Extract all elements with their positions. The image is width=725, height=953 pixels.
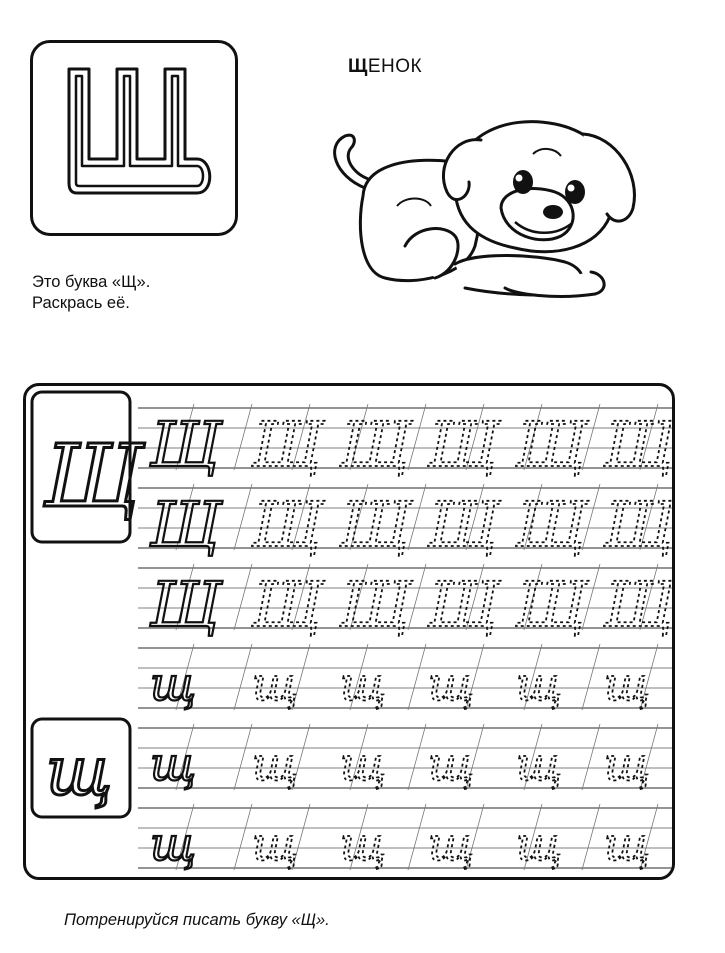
trace-letter[interactable]: щ <box>340 817 387 871</box>
starter-letter: Щ <box>150 568 221 641</box>
trace-letter[interactable]: щ <box>604 817 651 871</box>
slant-line <box>234 804 252 870</box>
instruction-text <box>32 272 150 314</box>
trace-letter[interactable]: Щ <box>252 568 323 641</box>
lowercase-sample-letter: щ <box>46 733 113 810</box>
starter-letter: Щ <box>150 488 221 561</box>
trace-letter[interactable]: щ <box>252 657 299 711</box>
slant-line <box>582 724 600 790</box>
uppercase-sample-letter: Щ <box>44 427 143 527</box>
puppy-icon <box>305 96 655 311</box>
instruction-line-1: Это буква «Щ». <box>32 273 151 291</box>
starter-letter: щ <box>150 737 197 791</box>
trace-letter[interactable]: Щ <box>428 408 499 481</box>
starter-letter: щ <box>150 657 197 711</box>
trace-letter[interactable]: щ <box>604 737 651 791</box>
trace-letter[interactable]: щ <box>516 737 563 791</box>
trace-letter[interactable]: щ <box>252 817 299 871</box>
trace-letter[interactable]: Щ <box>428 568 499 641</box>
trace-letter[interactable]: Щ <box>604 488 675 561</box>
trace-letter[interactable]: щ <box>604 657 651 711</box>
slant-line <box>234 484 252 550</box>
trace-letter[interactable]: Щ <box>604 568 675 641</box>
trace-letter[interactable]: щ <box>340 737 387 791</box>
starter-letter: щ <box>150 817 197 871</box>
slant-line <box>408 644 426 710</box>
letter-coloring-box <box>30 40 238 236</box>
trace-letter[interactable]: Щ <box>340 568 411 641</box>
outlined-letter-shcha-icon <box>33 43 241 239</box>
slant-line <box>234 644 252 710</box>
slant-line <box>582 804 600 870</box>
slant-line <box>234 404 252 470</box>
trace-letter[interactable]: Щ <box>428 488 499 561</box>
trace-letter[interactable]: Щ <box>516 488 587 561</box>
slant-line <box>234 564 252 630</box>
trace-letter[interactable]: щ <box>252 737 299 791</box>
trace-letter[interactable]: щ <box>340 657 387 711</box>
trace-letter[interactable]: Щ <box>340 488 411 561</box>
trace-letter[interactable]: щ <box>516 657 563 711</box>
handwriting-practice-area <box>23 383 675 880</box>
trace-letter[interactable]: Щ <box>252 488 323 561</box>
trace-letter[interactable]: щ <box>428 817 475 871</box>
starter-letter: Щ <box>150 408 221 481</box>
trace-letter[interactable]: Щ <box>252 408 323 481</box>
word-highlight-letter: Щ <box>348 56 368 77</box>
trace-letter[interactable]: щ <box>428 657 475 711</box>
instruction-line-2: Раскрась её. <box>32 294 130 312</box>
trace-letter[interactable]: Щ <box>604 408 675 481</box>
word-label <box>348 56 422 78</box>
word-rest: ЕНОК <box>367 56 423 77</box>
trace-letter[interactable]: щ <box>428 737 475 791</box>
trace-letter[interactable]: Щ <box>516 568 587 641</box>
slant-line <box>408 724 426 790</box>
trace-letter[interactable]: щ <box>516 817 563 871</box>
footer-instruction: Потренируйся писать букву «Щ». <box>64 911 330 929</box>
trace-letter[interactable]: Щ <box>340 408 411 481</box>
slant-line <box>234 724 252 790</box>
practice-lines <box>26 386 675 880</box>
slant-line <box>408 804 426 870</box>
slant-line <box>582 644 600 710</box>
trace-letter[interactable]: Щ <box>516 408 587 481</box>
